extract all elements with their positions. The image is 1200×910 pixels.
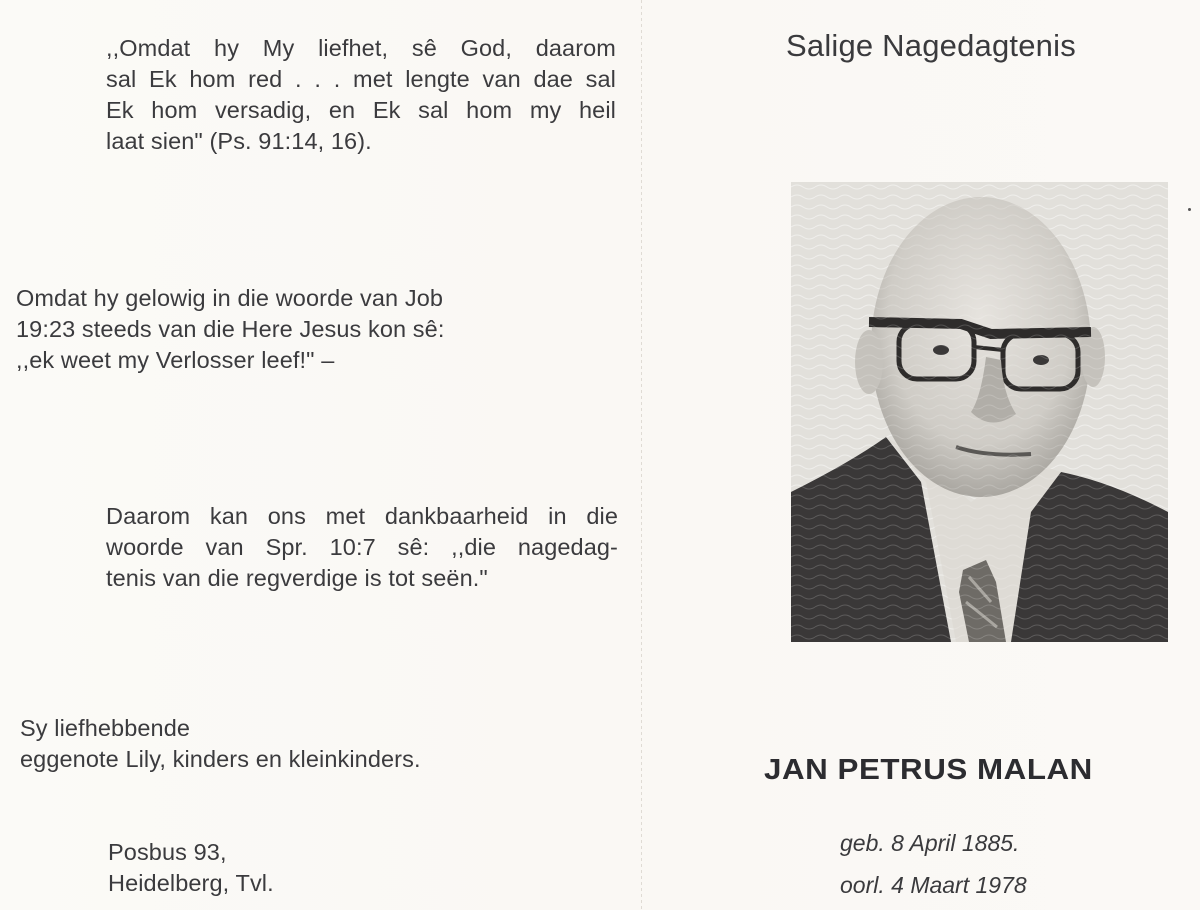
verse-line: sal Ek hom red . . . met lengte van dae sal <box>106 66 616 92</box>
postal-address <box>108 837 408 899</box>
verse-psalm-91 <box>106 33 616 157</box>
deceased-name: JAN PETRUS MALAN <box>764 754 1093 786</box>
family-line: eggenote Lily, kinders en kleinkinders. <box>20 746 421 772</box>
family-line: Sy liefhebbende <box>20 715 191 741</box>
verse-line: Ek hom versadig, en Ek sal hom my heil <box>106 97 616 123</box>
verse-proverbs-10 <box>106 501 618 594</box>
verse-line: ,,ek weet my Verlosser leef!" – <box>16 347 335 373</box>
verse-line: 19:23 steeds van die Here Jesus kon sê: <box>16 316 445 342</box>
life-dates <box>840 822 1140 906</box>
address-line: Posbus 93, <box>108 839 227 865</box>
address-line: Heidelberg, Tvl. <box>108 870 274 896</box>
verse-line: Omdat hy gelowig in die woorde van Job <box>16 285 444 311</box>
verse-line: tenis van die regverdige is tot seën." <box>106 565 488 591</box>
portrait-photo <box>791 182 1168 642</box>
verse-line: Daarom kan ons met dankbaarheid in die <box>106 503 618 529</box>
verse-job-19 <box>16 283 546 376</box>
fold-line <box>641 0 642 910</box>
verse-line: laat sien" (Ps. 91:14, 16). <box>106 128 372 154</box>
verse-line: ,,Omdat hy My liefhet, sê God, daarom <box>106 35 616 61</box>
card-title: Salige Nagedagtenis <box>786 28 1076 63</box>
portrait-image <box>791 182 1168 642</box>
verse-line: woorde van Spr. 10:7 sê: ,,die nagedag- <box>106 534 618 560</box>
family-dedication <box>20 713 540 775</box>
birth-date: geb. 8 April 1885. <box>840 830 1020 856</box>
paper-speck <box>1188 208 1191 211</box>
death-date: oorl. 4 Maart 1978 <box>840 872 1027 898</box>
